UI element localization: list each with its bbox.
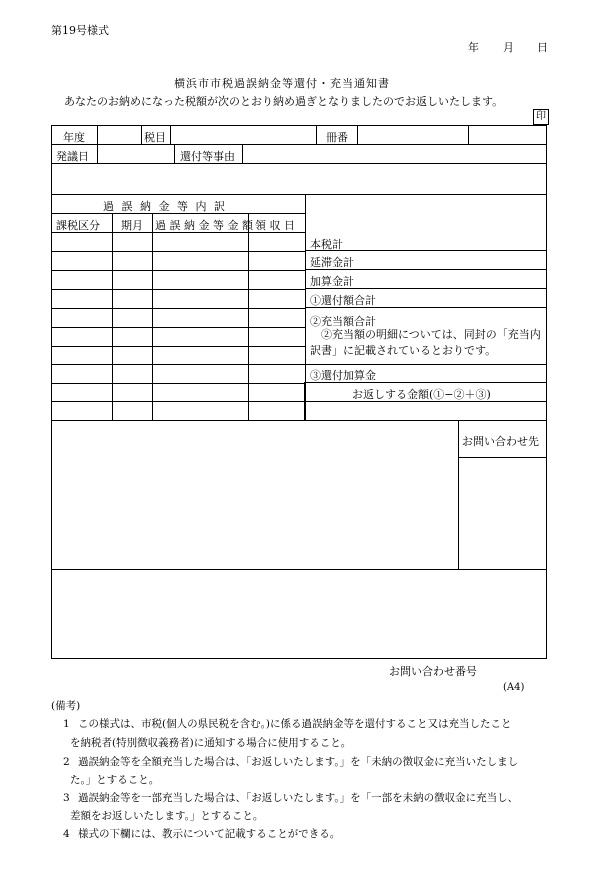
remark-3-line1: 過誤納金等を一部充当した場合は、「お返しいたします。」を「一部を未納の徴収金に充当し、: [78, 792, 519, 804]
ledger-number-label: 冊番: [326, 131, 348, 144]
return-amount-label: お返しする金額(①−②＋③): [352, 388, 491, 401]
remarks-heading: (備考): [51, 700, 81, 712]
col-period: 期月: [121, 219, 143, 232]
col-overpayment-amount: 過 誤 納 金 等 金 額: [155, 219, 253, 232]
seal-stamp-mark: 印: [533, 109, 549, 125]
remark-1-number: 1: [63, 718, 70, 730]
paper-size-label: (A4): [503, 682, 525, 693]
remark-3-number: 3: [63, 792, 70, 804]
date-year-label: 年: [468, 41, 479, 54]
delinquency-total-label: 延滞金計: [310, 256, 354, 269]
form-number: 第19号様式: [51, 24, 109, 37]
inquiry-number-label: お問い合わせ番号: [389, 665, 477, 678]
refund-interest-label: ③還付加算金: [310, 369, 376, 382]
col-tax-category: 課税区分: [56, 219, 100, 232]
tax-item-label: 税目: [144, 131, 166, 144]
date-month-label: 月: [503, 41, 514, 54]
issue-date-label: 発議日: [56, 150, 89, 163]
remark-2-line1: 過誤納金等を全額充当した場合は、「お返しいたします。」を「未納の徴収金に充当いたしまし: [78, 756, 519, 768]
remark-2-number: 2: [63, 756, 70, 768]
remark-3-line2: 差額をお返しいたします。」とすること。: [70, 810, 264, 822]
fiscal-year-label: 年度: [63, 131, 85, 144]
remark-1-line1: この様式は、市税(個人の県民税を含む。)に係る過誤納金等を還付すること又は充当したこと: [78, 718, 512, 730]
remark-4-line1: 様式の下欄には、教示について記載することができる。: [78, 828, 341, 840]
breakdown-title: 過 誤 納 金 等 内 訳: [103, 200, 227, 213]
main-tax-total-label: 本税計: [310, 238, 343, 251]
document-title: 横浜市市税過誤納金等還付・充当通知書: [174, 77, 390, 90]
remark-4-number: 4: [63, 828, 70, 840]
refund-reason-label: 還付等事由: [180, 150, 235, 163]
additional-total-label: 加算金計: [310, 275, 354, 288]
appropriation-total-label: ②充当額合計: [310, 315, 376, 328]
col-receipt-date: 領 収 日: [255, 219, 295, 232]
refund-total-label: ①還付額合計: [310, 294, 376, 307]
date-day-label: 日: [537, 41, 548, 54]
remark-2-line2: た。」とすること。: [70, 774, 160, 786]
appropriation-note: ②充当額の明細については、同封の「充当内訳書」に記載されているとおりです。: [310, 328, 541, 357]
remark-1-line2: を納税者(特別徴収義務者)に通知する場合に使用すること。: [70, 737, 352, 749]
contact-label: お問い合わせ先: [462, 435, 539, 448]
document-subtitle: あなたのお納めになった税額が次のとおり納め過ぎとなりましたのでお返しいたします。: [64, 95, 504, 108]
